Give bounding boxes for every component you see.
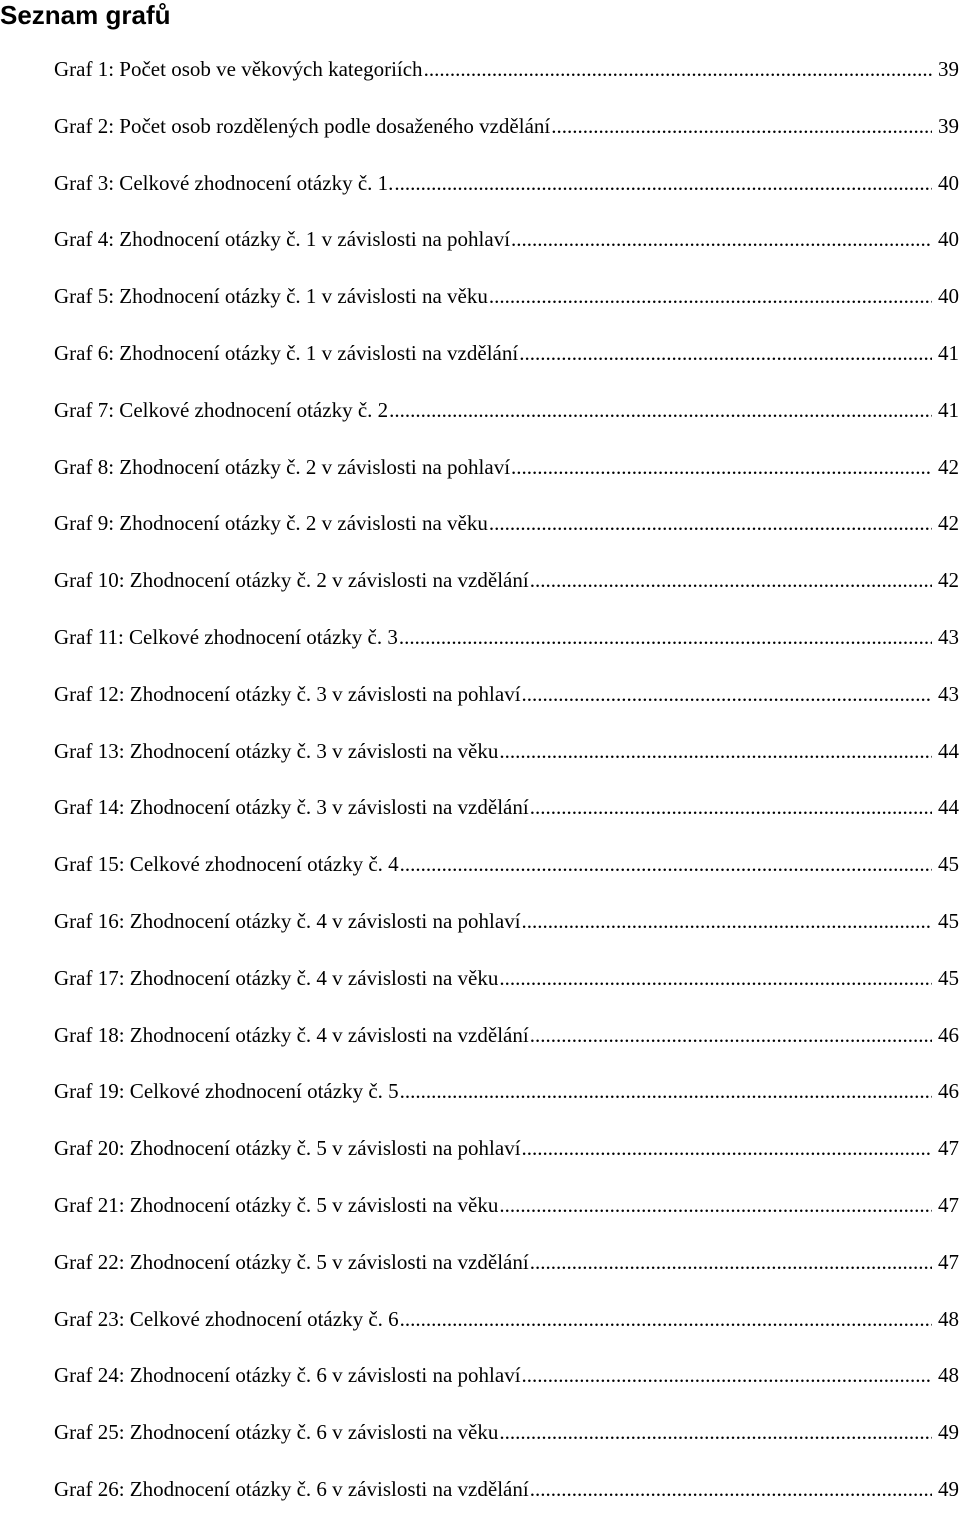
dot-leader xyxy=(424,52,932,86)
toc-entry-18[interactable] xyxy=(54,1018,960,1075)
toc-entry-label: Graf 13: Zhodnocení otázky č. 3 v závislosti na věku xyxy=(54,738,499,763)
toc-entry-label: Graf 18: Zhodnocení otázky č. 4 v závislosti na vzdělání xyxy=(54,1022,529,1047)
dot-leader xyxy=(530,563,932,597)
dot-leader xyxy=(499,734,932,768)
toc-entry-10[interactable] xyxy=(54,563,960,620)
dot-leader xyxy=(519,336,932,370)
dot-leader xyxy=(400,1074,932,1108)
toc-entry-page-number: 46 xyxy=(938,1022,959,1047)
toc-entry-page-number: 44 xyxy=(938,738,959,763)
toc-entry-page-number: 43 xyxy=(938,681,959,706)
dot-leader xyxy=(399,620,932,654)
toc-entry-label: Graf 3: Celkové zhodnocení otázky č. 1. xyxy=(54,170,394,195)
toc-entry-page-number: 49 xyxy=(938,1420,959,1445)
toc-entry-label: Graf 26: Zhodnocení otázky č. 6 v závislosti na vzdělání xyxy=(54,1476,529,1501)
toc-entry-21[interactable] xyxy=(54,1188,960,1245)
toc-entry-24[interactable] xyxy=(54,1358,960,1415)
toc-entry-label: Graf 14: Zhodnocení otázky č. 3 v závislosti na vzdělání xyxy=(54,795,529,820)
toc-entry-label: Graf 24: Zhodnocení otázky č. 6 v závislosti na pohlaví xyxy=(54,1363,521,1388)
toc-entry-12[interactable] xyxy=(54,677,960,734)
toc-entry-page-number: 46 xyxy=(938,1079,959,1104)
dot-leader xyxy=(530,1018,932,1052)
dot-leader xyxy=(522,1131,932,1165)
toc-entry-page-number: 41 xyxy=(938,397,959,422)
dot-leader xyxy=(511,450,932,484)
toc-entry-label: Graf 10: Zhodnocení otázky č. 2 v závislosti na vzdělání xyxy=(54,568,529,593)
toc-entry-17[interactable] xyxy=(54,961,960,1018)
toc-entry-page-number: 39 xyxy=(938,113,959,138)
toc-entry-label: Graf 20: Zhodnocení otázky č. 5 v závislosti na pohlaví xyxy=(54,1136,521,1161)
dot-leader xyxy=(511,222,932,256)
toc-entry-label: Graf 8: Zhodnocení otázky č. 2 v závislosti na pohlaví xyxy=(54,454,511,479)
toc-entry-label: Graf 16: Zhodnocení otázky č. 4 v závislosti na pohlaví xyxy=(54,908,521,933)
toc-entry-1[interactable] xyxy=(54,52,960,109)
toc-entry-label: Graf 5: Zhodnocení otázky č. 1 v závislosti na věku xyxy=(54,284,488,309)
toc-entry-23[interactable] xyxy=(54,1302,960,1359)
dot-leader xyxy=(499,961,932,995)
toc-entry-page-number: 47 xyxy=(938,1192,959,1217)
toc-entry-label: Graf 19: Celkové zhodnocení otázky č. 5 xyxy=(54,1079,399,1104)
dot-leader xyxy=(530,1472,932,1506)
toc-entry-page-number: 42 xyxy=(938,568,959,593)
toc-entry-label: Graf 12: Zhodnocení otázky č. 3 v závislosti na pohlaví xyxy=(54,681,521,706)
toc-entry-5[interactable] xyxy=(54,279,960,336)
toc-entry-page-number: 39 xyxy=(938,57,959,81)
dot-leader xyxy=(551,109,932,143)
dot-leader xyxy=(522,904,932,938)
toc-entry-label: Graf 15: Celkové zhodnocení otázky č. 4 xyxy=(54,852,399,877)
dot-leader xyxy=(499,1188,932,1222)
toc-entry-22[interactable] xyxy=(54,1245,960,1302)
toc-entry-20[interactable] xyxy=(54,1131,960,1188)
toc-entry-26[interactable] xyxy=(54,1472,960,1529)
dot-leader xyxy=(489,279,932,313)
dot-leader xyxy=(400,847,932,881)
list-of-charts xyxy=(54,52,960,1529)
dot-leader xyxy=(400,1302,932,1336)
toc-entry-page-number: 45 xyxy=(938,852,959,877)
toc-entry-label: Graf 25: Zhodnocení otázky č. 6 v závislosti na věku xyxy=(54,1420,499,1445)
toc-entry-page-number: 40 xyxy=(938,284,959,309)
toc-entry-14[interactable] xyxy=(54,790,960,847)
toc-entry-6[interactable] xyxy=(54,336,960,393)
dot-leader xyxy=(394,166,932,200)
toc-entry-label: Graf 4: Zhodnocení otázky č. 1 v závislosti na pohlaví xyxy=(54,227,511,252)
toc-entry-label: Graf 17: Zhodnocení otázky č. 4 v závislosti na věku xyxy=(54,965,499,990)
dot-leader xyxy=(389,393,932,427)
toc-entry-page-number: 47 xyxy=(938,1249,959,1274)
toc-entry-label: Graf 22: Zhodnocení otázky č. 5 v závislosti na vzdělání xyxy=(54,1249,529,1274)
toc-entry-3[interactable] xyxy=(54,166,960,223)
toc-entry-label: Graf 11: Celkové zhodnocení otázky č. 3 xyxy=(54,624,398,649)
dot-leader xyxy=(522,1358,932,1392)
toc-entry-9[interactable] xyxy=(54,506,960,563)
page-title: Seznam grafů xyxy=(0,0,171,30)
toc-entry-13[interactable] xyxy=(54,734,960,791)
dot-leader xyxy=(522,677,932,711)
toc-entry-11[interactable] xyxy=(54,620,960,677)
toc-entry-4[interactable] xyxy=(54,222,960,279)
toc-entry-label: Graf 21: Zhodnocení otázky č. 5 v závislosti na věku xyxy=(54,1192,499,1217)
toc-entry-page-number: 47 xyxy=(938,1136,959,1161)
toc-entry-page-number: 40 xyxy=(938,227,959,252)
toc-entry-page-number: 43 xyxy=(938,624,959,649)
toc-entry-page-number: 49 xyxy=(938,1476,959,1501)
toc-entry-page-number: 44 xyxy=(938,795,959,820)
toc-entry-page-number: 45 xyxy=(938,908,959,933)
toc-entry-15[interactable] xyxy=(54,847,960,904)
toc-entry-page-number: 45 xyxy=(938,965,959,990)
toc-entry-16[interactable] xyxy=(54,904,960,961)
toc-entry-page-number: 42 xyxy=(938,454,959,479)
toc-entry-page-number: 42 xyxy=(938,511,959,536)
dot-leader xyxy=(530,1245,932,1279)
toc-entry-label: Graf 23: Celkové zhodnocení otázky č. 6 xyxy=(54,1306,399,1331)
toc-entry-8[interactable] xyxy=(54,450,960,507)
toc-entry-label: Graf 6: Zhodnocení otázky č. 1 v závislosti na vzdělání xyxy=(54,340,519,365)
toc-entry-page-number: 41 xyxy=(938,340,959,365)
toc-entry-25[interactable] xyxy=(54,1415,960,1472)
toc-entry-page-number: 48 xyxy=(938,1306,959,1331)
toc-entry-label: Graf 1: Počet osob ve věkových kategoriích xyxy=(54,57,423,81)
dot-leader xyxy=(499,1415,932,1449)
toc-entry-page-number: 48 xyxy=(938,1363,959,1388)
toc-entry-19[interactable] xyxy=(54,1074,960,1131)
toc-entry-label: Graf 9: Zhodnocení otázky č. 2 v závislosti na věku xyxy=(54,511,488,536)
toc-entry-7[interactable] xyxy=(54,393,960,450)
dot-leader xyxy=(489,506,932,540)
toc-entry-label: Graf 7: Celkové zhodnocení otázky č. 2 xyxy=(54,397,389,422)
toc-entry-page-number: 40 xyxy=(938,170,959,195)
dot-leader xyxy=(530,790,932,824)
toc-entry-label: Graf 2: Počet osob rozdělených podle dosaženého vzdělání xyxy=(54,113,551,138)
toc-entry-2[interactable] xyxy=(54,109,960,166)
